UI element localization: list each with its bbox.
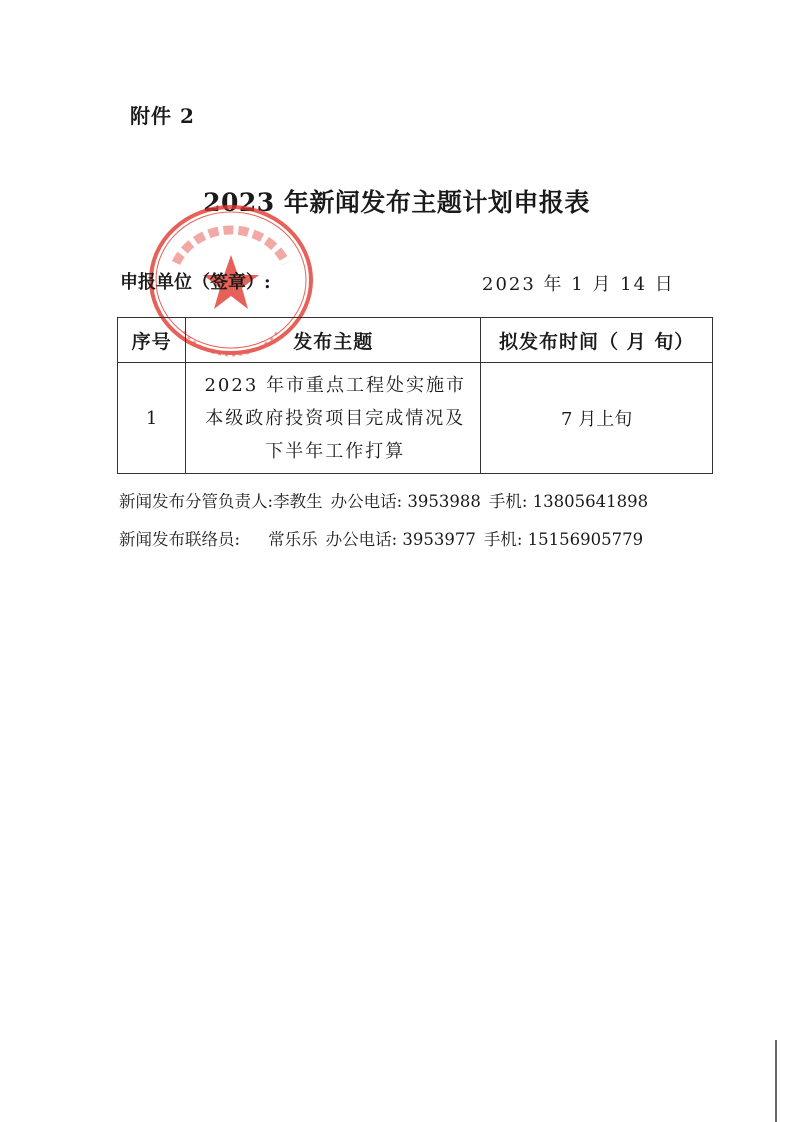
contact-role: 新闻发布联络员: [119, 530, 241, 549]
table-row [118, 363, 713, 474]
cell-release-time: 7 月上旬 [481, 363, 713, 474]
contact-mobile: 手机: 13805641898 [488, 492, 649, 511]
plan-table [117, 317, 713, 474]
contact-office-phone: 办公电话: 3953977 [325, 530, 476, 549]
document-title: 2023 年新闻发布主题计划申报表 [203, 188, 590, 217]
cell-topic: 2023 年市重点工程处实施市本级政府投资项目完成情况及下半年工作打算 [186, 363, 481, 474]
contact-office-phone: 办公电话: 3953988 [330, 492, 481, 511]
header-seq: 序号 [118, 318, 186, 363]
cell-seq: 1 [118, 363, 186, 474]
report-date: 2023 年 1 月 14 日 [482, 274, 675, 295]
header-release-time: 拟发布时间（ 月 旬） [481, 318, 713, 363]
contact-line-liaison [119, 526, 643, 550]
scan-edge-mark [775, 1040, 777, 1122]
applicant-unit-label: 申报单位（签章）: [120, 272, 271, 293]
contact-name: 常乐乐 [268, 530, 318, 549]
attachment-label: 附件 2 [130, 104, 195, 128]
header-topic: 发布主题 [186, 318, 481, 363]
contact-line-leader [119, 488, 648, 512]
contact-name: 李教生 [273, 492, 323, 511]
table-header-row [118, 318, 713, 363]
contact-role: 新闻发布分管负责人: [119, 492, 274, 511]
contact-mobile: 手机: 15156905779 [483, 530, 644, 549]
